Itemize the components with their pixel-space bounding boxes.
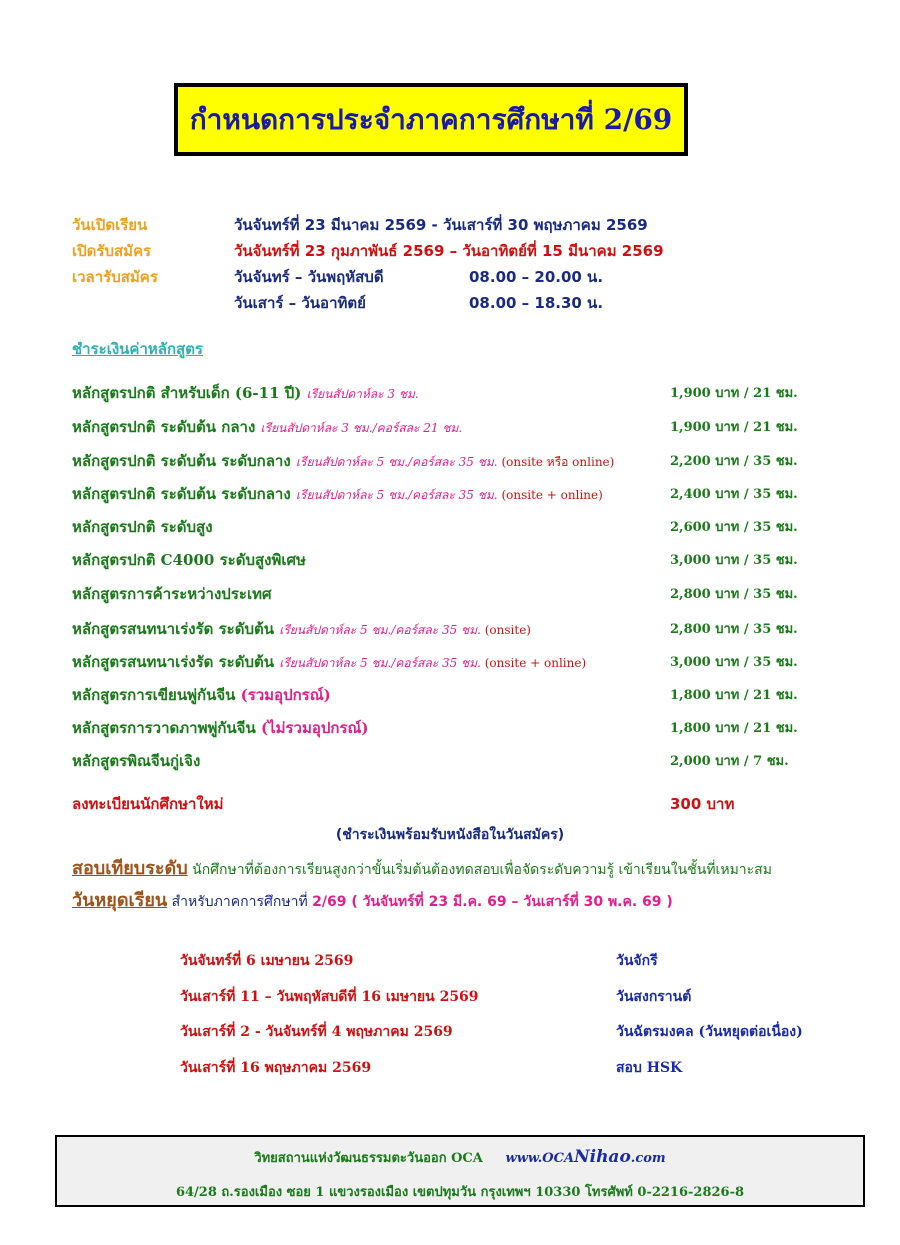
page-title: กำหนดการประจำภาคการศึกษาที่ 2/69: [189, 102, 673, 136]
footer-box: [55, 1135, 865, 1207]
course-price: 2,800 บาท / 35 ชม.: [670, 587, 798, 602]
course-row: [72, 617, 832, 641]
course-row: [72, 716, 832, 740]
course-row: [72, 582, 832, 606]
course-highlight: (ไม่รวมอุปกรณ์): [260, 719, 369, 737]
holiday-line: [72, 885, 673, 914]
holiday-date: วันเสาร์ที่ 16 พฤษภาคม 2569: [180, 1060, 372, 1076]
footer-address: 64/28 ถ.รองเมือง ซอย 1 แขวงรองเมือง เขตปทุมวัน กรุงเทพฯ 10330 โทรศัพท์ 0-2216-2826-8: [175, 1185, 745, 1200]
course-row: [72, 515, 832, 539]
course-mode: (onsite + online): [480, 656, 587, 670]
apply-date-value: วันจันทร์ที่ 23 กุมภาพันธ์ 2569 – วันอาทิตย์ที่ 15 มีนาคม 2569: [234, 242, 664, 260]
website-link[interactable]: www.OCANihao.com: [505, 1147, 666, 1167]
course-row: [72, 415, 832, 439]
course-name: หลักสูตรปกติ ระดับต้น กลาง เรียนสัปดาห์ละ 3 ชม./คอร์สละ 21 ชม.: [72, 418, 463, 436]
holiday-row: [180, 1057, 860, 1081]
weekend-range: วันเสาร์ – วันอาทิตย์: [234, 294, 366, 312]
level-test-line: [72, 853, 772, 882]
holiday-text: สำหรับภาคการศึกษาที่: [167, 894, 313, 910]
course-name: หลักสูตรสนทนาเร่งรัด ระดับต้น เรียนสัปดาห์ละ 5 ชม./คอร์สละ 35 ชม. (onsite + online): [72, 653, 587, 671]
course-price: 2,000 บาท / 7 ชม.: [670, 754, 789, 769]
course-note: เรียนสัปดาห์ละ 5 ชม./คอร์สละ 35 ชม.: [279, 656, 481, 670]
course-mode: (onsite): [480, 623, 531, 637]
holiday-range: 2/69 ( วันจันทร์ที่ 23 มี.ค. 69 – วันเสาร์ที่ 30 พ.ค. 69 ): [312, 894, 673, 910]
course-name: หลักสูตรปกติ ระดับต้น ระดับกลาง เรียนสัปดาห์ละ 5 ชม./คอร์สละ 35 ชม. (onsite + online): [72, 485, 603, 503]
weekday-range: วันจันทร์ – วันพฤหัสบดี: [234, 268, 384, 286]
holiday-row: [180, 1021, 860, 1045]
course-row: [72, 381, 832, 405]
course-row: [72, 548, 832, 572]
course-price: 2,600 บาท / 35 ชม.: [670, 520, 798, 535]
holiday-date: วันจันทร์ที่ 6 เมษายน 2569: [180, 953, 354, 969]
holiday-heading: วันหยุดเรียน: [72, 890, 168, 911]
course-price: 2,800 บาท / 35 ชม.: [670, 622, 798, 637]
course-note: เรียนสัปดาห์ละ 3 ชม./คอร์สละ 21 ชม.: [260, 421, 463, 435]
payment-note: (ชำระเงินพร้อมรับหนังสือในวันสมัคร): [335, 827, 565, 843]
footer-line-1: [57, 1147, 863, 1168]
weekday-time: 08.00 – 20.00 น.: [469, 268, 604, 286]
course-name: หลักสูตรพิณจีนกู่เจิง: [72, 752, 201, 770]
course-price: 1,900 บาท / 21 ชม.: [670, 386, 798, 401]
course-name: หลักสูตรสนทนาเร่งรัด ระดับต้น เรียนสัปดาห์ละ 5 ชม./คอร์สละ 35 ชม. (onsite): [72, 620, 531, 638]
weekend-time: 08.00 – 18.30 น.: [469, 294, 604, 312]
holiday-row: [180, 950, 860, 974]
registration-row: [72, 792, 832, 816]
course-note: เรียนสัปดาห์ละ 5 ชม./คอร์สละ 35 ชม.: [295, 488, 498, 502]
open-date-value: วันจันทร์ที่ 23 มีนาคม 2569 - วันเสาร์ที่ 30 พฤษภาคม 2569: [234, 216, 648, 234]
hours-label: เวลารับสมัคร: [72, 268, 158, 286]
course-name: หลักสูตรปกติ ระดับสูง: [72, 518, 213, 536]
course-row: [72, 683, 832, 707]
course-name: หลักสูตรปกติ สำหรับเด็ก (6-11 ปี) เรียนสัปดาห์ละ 3 ชม.: [72, 384, 419, 402]
course-mode: (onsite หรือ online): [497, 455, 615, 469]
holiday-row: [180, 986, 860, 1010]
course-mode: (onsite + online): [497, 488, 603, 502]
course-price: 2,200 บาท / 35 ชม.: [670, 454, 798, 469]
course-name: หลักสูตรปกติ C4000 ระดับสูงพิเศษ: [72, 551, 306, 569]
registration-price: 300 บาท: [670, 795, 735, 813]
course-note: เรียนสัปดาห์ละ 3 ชม.: [306, 387, 419, 401]
course-price: 1,800 บาท / 21 ชม.: [670, 721, 798, 736]
holiday-name: วันฉัตรมงคล (วันหยุดต่อเนื่อง): [616, 1024, 803, 1040]
course-name: หลักสูตรการค้าระหว่างประเทศ: [72, 585, 272, 603]
holiday-name: วันสงกรานต์: [616, 989, 692, 1005]
level-test-text: นักศึกษาที่ต้องการเรียนสูงกว่าขั้นเริ่มต้นต้องทดสอบเพื่อจัดระดับความรู้ เข้าเรียนในชั้นที่เหมาะสม: [187, 862, 772, 878]
course-price: 3,000 บาท / 35 ชม.: [670, 655, 798, 670]
holiday-name: สอบ HSK: [616, 1060, 683, 1076]
apply-date-label: เปิดรับสมัคร: [72, 242, 152, 260]
course-row: [72, 749, 832, 773]
course-row: [72, 482, 832, 506]
course-price: 1,800 บาท / 21 ชม.: [670, 688, 798, 703]
institute-name: วิทยสถานแห่งวัฒนธรรมตะวันออก OCA: [254, 1151, 483, 1166]
course-row: [72, 650, 832, 674]
course-name: หลักสูตรการวาดภาพพู่กันจีน (ไม่รวมอุปกรณ์): [72, 719, 369, 737]
holiday-date: วันเสาร์ที่ 11 – วันพฤหัสบดีที่ 16 เมษายน 2569: [180, 989, 479, 1005]
course-row: [72, 449, 832, 473]
level-test-heading: สอบเทียบระดับ: [72, 858, 188, 879]
course-highlight: (รวมอุปกรณ์): [240, 686, 331, 704]
payment-header: ชำระเงินค่าหลักสูตร: [72, 340, 203, 358]
holiday-name: วันจักรี: [616, 953, 658, 969]
course-name: หลักสูตรการเขียนพู่กันจีน (รวมอุปกรณ์): [72, 686, 331, 704]
holiday-date: วันเสาร์ที่ 2 - วันจันทร์ที่ 4 พฤษภาคม 2569: [180, 1024, 453, 1040]
course-price: 1,900 บาท / 21 ชม.: [670, 420, 798, 435]
course-name: หลักสูตรปกติ ระดับต้น ระดับกลาง เรียนสัปดาห์ละ 5 ชม./คอร์สละ 35 ชม. (onsite หรือ online): [72, 452, 615, 470]
course-note: เรียนสัปดาห์ละ 5 ชม./คอร์สละ 35 ชม.: [279, 623, 481, 637]
course-price: 3,000 บาท / 35 ชม.: [670, 553, 798, 568]
open-date-label: วันเปิดเรียน: [72, 216, 148, 234]
registration-label: ลงทะเบียนนักศึกษาใหม่: [72, 795, 224, 813]
title-banner: [174, 83, 688, 156]
course-price: 2,400 บาท / 35 ชม.: [670, 487, 798, 502]
course-note: เรียนสัปดาห์ละ 5 ชม./คอร์สละ 35 ชม.: [295, 455, 498, 469]
